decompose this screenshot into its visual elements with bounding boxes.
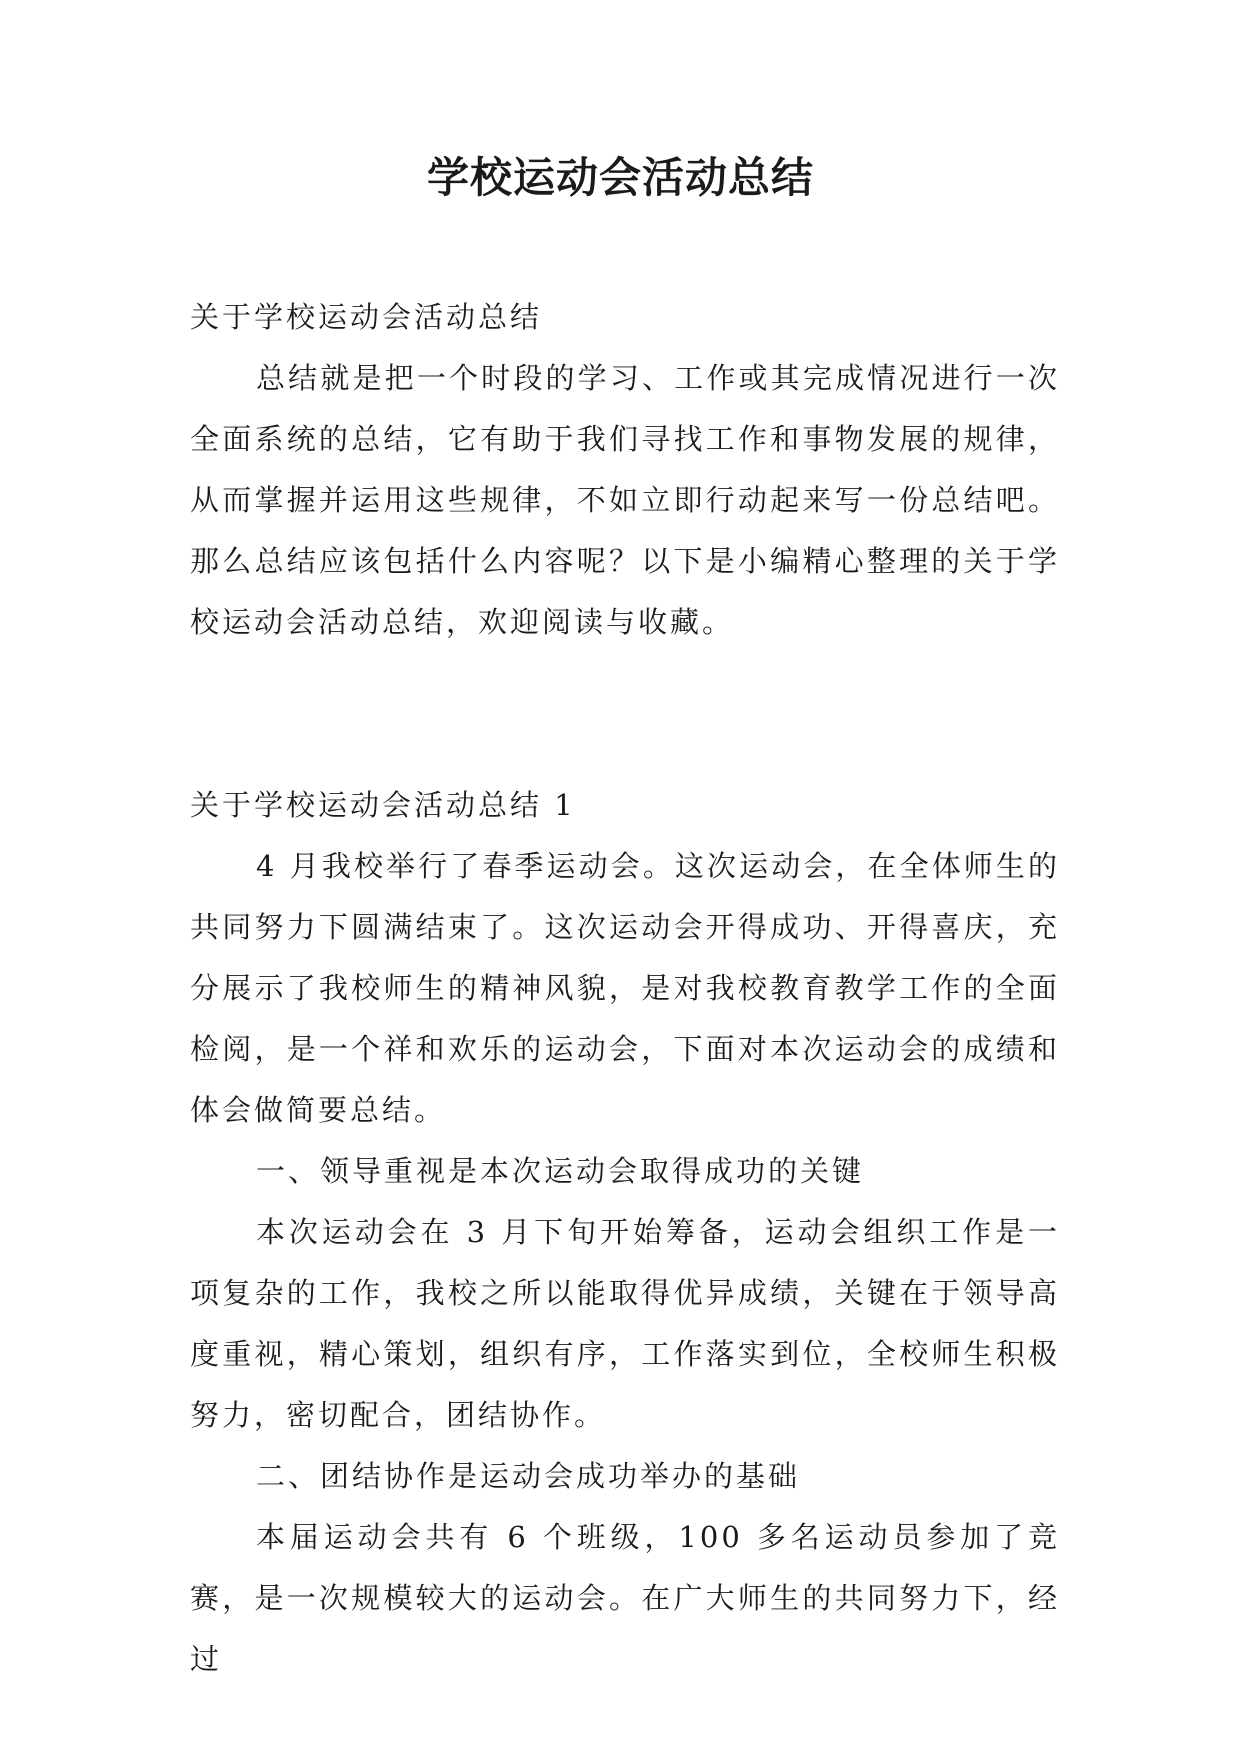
- intro-paragraph: 总结就是把一个时段的学习、工作或其完成情况进行一次全面系统的总结，它有助于我们寻找工作和事物发展的规律，从而掌握并运用这些规律，不如立即行动起来写一份总结吧。那么总结应该包括什么内容呢？以下是小编精心整理的关于学校运动会活动总结，欢迎阅读与收藏。: [190, 361, 1060, 639]
- body-paragraph: 本届运动会共有 6 个班级，100 多名运动员参加了竞赛，是一次规模较大的运动会。在广大师生的共同努力下，经过: [190, 1520, 1060, 1676]
- document-body: [190, 287, 1060, 1690]
- point-heading: 一、领导重视是本次运动会取得成功的关键: [256, 1154, 865, 1188]
- body-paragraph: 4 月我校举行了春季运动会。这次运动会，在全体师生的共同努力下圆满结束了。这次运动会开得成功、开得喜庆，充分展示了我校师生的精神风貌，是对我校教育教学工作的全面检阅，是一个祥和欢乐的运动会，下面对本次运动会的成绩和体会做简要总结。: [190, 849, 1060, 1127]
- subtitle: 关于学校运动会活动总结: [190, 300, 543, 334]
- point-heading: 二、团结协作是运动会成功举办的基础: [256, 1459, 801, 1493]
- document-title: 学校运动会活动总结: [426, 153, 814, 202]
- body-paragraph: 本次运动会在 3 月下旬开始筹备，运动会组织工作是一项复杂的工作，我校之所以能取得优异成绩，关键在于领导高度重视，精心策划，组织有序，工作落实到位，全校师生积极努力，密切配合，团结协作。: [190, 1215, 1060, 1432]
- section-heading: 关于学校运动会活动总结 1: [190, 788, 576, 822]
- section-spacer: [190, 653, 1060, 775]
